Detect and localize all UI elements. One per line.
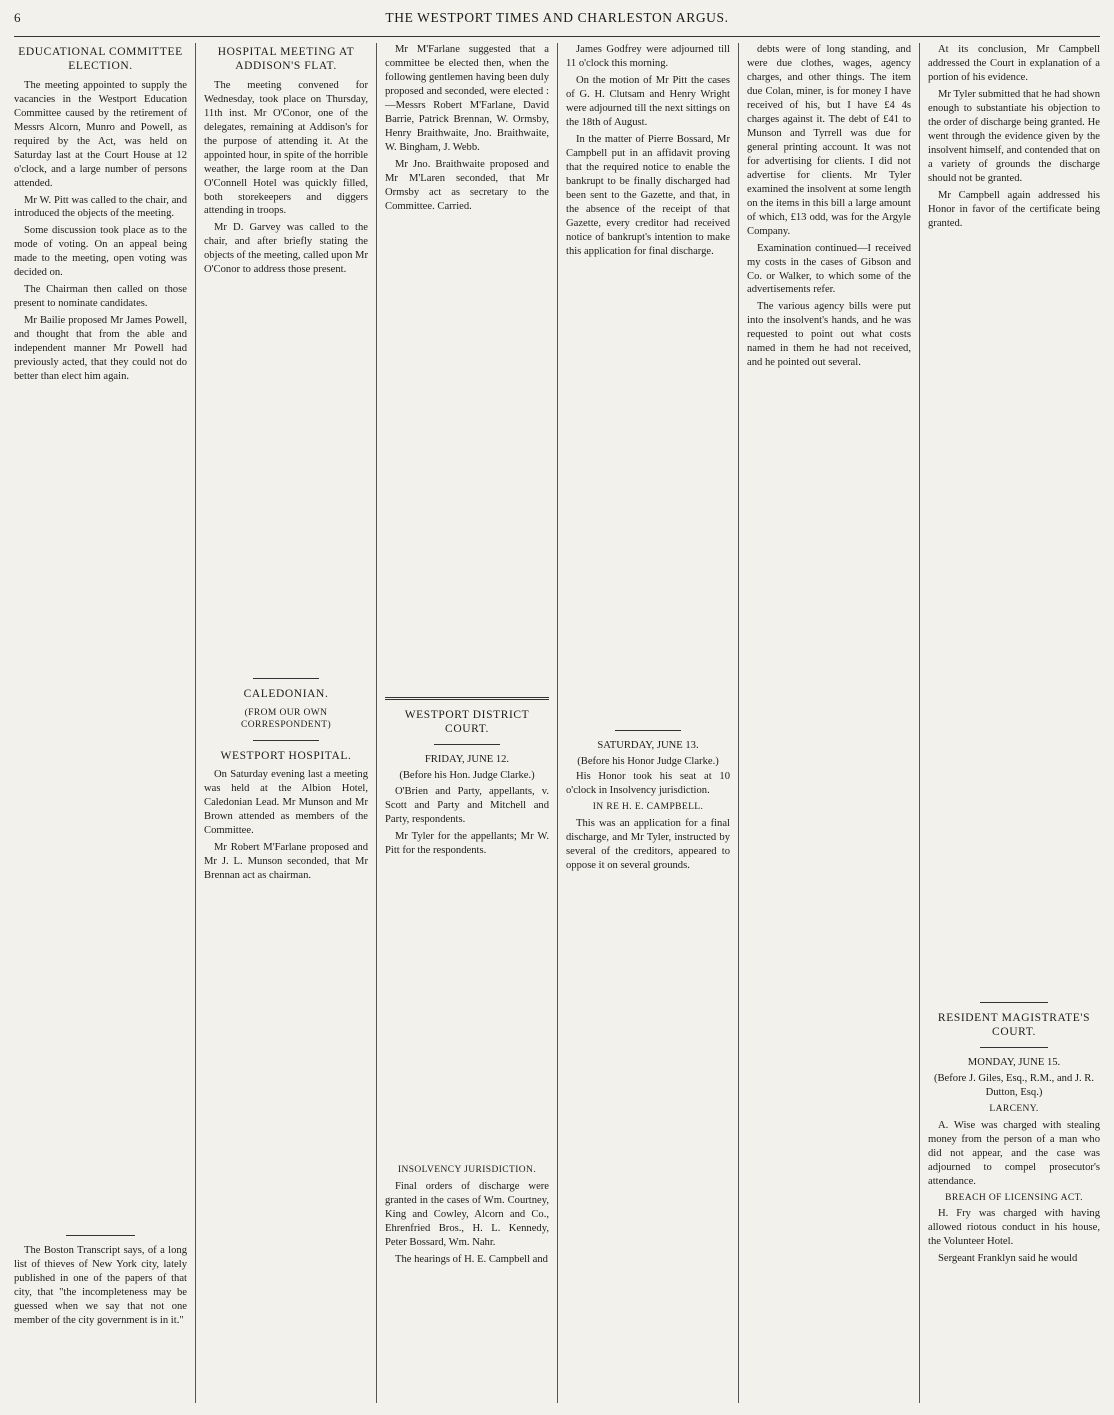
paragraph: Mr M'Farlane suggested that a committee be elected then, when the following gentlemen having been duly proposed and seconded, were elected :—Messrs Robert M'Farlane, David Barrie, Patrick Brennan, W. Ormsby, Henry Braithwaite, Jno. Braithwaite, W. Bingham, J. Webb. xyxy=(385,44,549,153)
article-heading: CALEDONIAN. xyxy=(243,688,329,701)
masthead-rule xyxy=(14,36,1100,37)
paragraph: The meeting convened for Wednesday, took place on Thursday, 11th inst. Mr O'Conor, one of the delegates, remaining at Addison's for the purpose of attending it. At the appointed hour, in spite of the horrible weather, the large room at the Dan O'Connell Hotel was quickly filled, both storekeepers and diggers attending in troops. xyxy=(204,79,368,217)
paragraph: In the matter of Pierre Bossard, Mr Campbell put in an affidavit proving that the required notice to enable the bankrupt to be finally discharged had been sent to the Gazette, and that, in the absence of the receipt of that Gazette, every creditor had received notice of bankrupt's intention to make this application for final discharge. xyxy=(566,133,730,257)
article-heading: WESTPORT HOSPITAL. xyxy=(220,749,352,762)
date-line: FRIDAY, JUNE 12. xyxy=(424,754,510,766)
paragraph: debts were of long standing, and were due clothes, wages, agency charges, and other things. The item due Colan, miner, is for money I have received of his, but I have £4 4s charges against it. The debt of £41 to Munson and Tyrrell was due for general printing account. It was not for advertising for clients. I did not advertise for clients. Mr Tyler examined the insolvent at some length on the items in this bill a large amount of which, £13 odd, was for the Argyle Company. xyxy=(747,44,911,237)
running-head: THE WESTPORT TIMES AND CHARLESTON ARGUS. xyxy=(385,10,729,25)
article-columns xyxy=(14,43,1100,1403)
paragraph: Some discussion took place as to the mode of voting. On an appeal being made to the meeting, open voting was decided on. xyxy=(14,225,187,279)
page-number: 6 xyxy=(14,10,21,25)
paragraph: This was an application for a final discharge, and Mr Tyler, instructed by several of the creditors, appeared to oppose it on several grounds. xyxy=(566,817,730,871)
paragraph: Mr D. Garvey was called to the chair, and after briefly stating the objects of the meeting, called upon Mr O'Conor to address those present. xyxy=(204,222,368,276)
paragraph: The hearings of H. E. Campbell and xyxy=(395,1253,548,1265)
section-divider xyxy=(615,730,681,731)
paragraph: Mr Tyler submitted that he had shown enough to substantiate his objection to the order of discharge being granted. He went through the evidence given by the insolvent himself, and contended that on a variety of grounds the discharge should not be granted. xyxy=(928,88,1100,184)
article-heading: HOSPITAL MEETING AT ADDISON'S FLAT. xyxy=(217,46,355,73)
column-body-continuation xyxy=(566,262,730,722)
paragraph: Mr Jno. Braithwaite proposed and Mr M'Laren seconded, that Mr Ormsby act as secretary to the Committee. Carried. xyxy=(385,158,549,212)
subsection-heading: INSOLVENCY JURISDICTION. xyxy=(397,1165,537,1176)
column-1 xyxy=(14,43,195,1403)
column-6 xyxy=(919,43,1100,1403)
column-body-continuation xyxy=(14,387,187,1227)
column-3 xyxy=(376,43,557,1403)
paragraph: Mr Campbell again addressed his Honor in favor of the certificate being granted. xyxy=(928,189,1100,229)
paragraph: The meeting appointed to supply the vacancies in the Westport Education Committee caused by the retirement of Messrs Alcorn, Munro and Powell, as required by the Act, was held on Saturday last at the Court House at 12 o'clock, and a large number of persons attended. xyxy=(14,79,187,189)
paragraph: James Godfrey were adjourned till 11 o'clock this morning. xyxy=(566,44,730,69)
case-heading: IN RE H. E. CAMPBELL. xyxy=(592,802,704,813)
section-divider xyxy=(385,697,549,700)
paragraph: A. Wise was charged with stealing money from the person of a man who did not appear, and the case was adjourned to compel prosecutor's attendance. xyxy=(928,1119,1100,1187)
paragraph: Mr Bailie proposed Mr James Powell, and thought that from the able and independent manner Mr Powell had previously acted, that they could not do better than elect him again. xyxy=(14,315,187,383)
column-4 xyxy=(557,43,738,1403)
judge-line: (Before J. Giles, Esq., R.M., and J. R. Dutton, Esq.) xyxy=(933,1073,1095,1099)
article-heading: WESTPORT DISTRICT COURT. xyxy=(404,708,530,735)
column-5 xyxy=(738,43,919,1403)
paragraph: The various agency bills were put into the insolvent's hands, and he was requested to point out what costs named in them he had not received, and he pointed out several. xyxy=(747,301,911,369)
section-divider xyxy=(253,740,319,741)
paragraph: On the motion of Mr Pitt the cases of G. H. Clutsam and Henry Wright were adjourned till the next sittings on the 18th of August. xyxy=(566,74,730,128)
case-heading: BREACH OF LICENSING ACT. xyxy=(945,1192,1083,1203)
column-body-continuation xyxy=(385,217,549,687)
paragraph: Mr Robert M'Farlane proposed and Mr J. L. Munson seconded, that Mr Brennan act as chairman. xyxy=(204,841,368,881)
paragraph: Sergeant Franklyn said he would xyxy=(938,1253,1078,1265)
section-divider xyxy=(980,1047,1049,1048)
section-divider xyxy=(253,678,319,679)
article-heading: EDUCATIONAL COMMITTEE ELECTION. xyxy=(18,46,183,73)
paragraph: The Chairman then called on those present to nominate candidates. xyxy=(14,284,187,310)
date-line: MONDAY, JUNE 15. xyxy=(967,1057,1061,1069)
section-divider xyxy=(66,1235,135,1236)
paragraph: Examination continued—I received my costs in the cases of Gibson and Co. or Walker, to which some of the advertisements refer. xyxy=(747,242,911,296)
paragraph: Final orders of discharge were granted in the cases of Wm. Courtney, King and Cowley, Alcorn and Co., Ehrenfried Bros., H. L. Kennedy, Peter Bossard, Wm. Nahr. xyxy=(385,1180,549,1248)
column-body-continuation xyxy=(928,234,1100,994)
paragraph: His Honor took his seat at 10 o'clock in Insolvency jurisdiction. xyxy=(566,771,730,797)
case-heading: LARCENY. xyxy=(989,1104,1039,1115)
judge-line: (Before his Hon. Judge Clarke.) xyxy=(399,770,535,782)
section-divider xyxy=(980,1002,1049,1003)
paragraph: On Saturday evening last a meeting was held at the Albion Hotel, Caledonian Lead. Mr Munson and Mr Brown attended as members of the Committee. xyxy=(204,769,368,836)
article-heading: RESIDENT MAGISTRATE'S COURT. xyxy=(937,1011,1091,1038)
paragraph: O'Brien and Party, appellants, v. Scott and Party and Mitchell and Party, respondents. xyxy=(385,786,549,826)
paragraph: Mr W. Pitt was called to the chair, and introduced the objects of the meeting. xyxy=(14,194,187,220)
column-body-continuation xyxy=(385,861,549,1161)
date-line: SATURDAY, JUNE 13. xyxy=(597,739,699,751)
column-2 xyxy=(195,43,376,1403)
paragraph: The Boston Transcript says, of a long list of thieves of New York city, lately published in one of the papers of that city, that "the incompleteness may be guessed when we say that not one member of the city government is in it." xyxy=(14,1245,187,1326)
paragraph: Mr Tyler for the appellants; Mr W. Pitt for the respondents. xyxy=(385,831,549,857)
section-divider xyxy=(434,744,500,745)
judge-line: (Before his Honor Judge Clarke.) xyxy=(577,755,719,767)
paragraph: H. Fry was charged with having allowed riotous conduct in his house, the Volunteer Hotel. xyxy=(928,1208,1100,1248)
correspondent-line: (FROM OUR OWN CORRESPONDENT) xyxy=(240,707,332,731)
column-body-continuation xyxy=(204,280,368,670)
paragraph: At its conclusion, Mr Campbell addressed the Court in explanation of a portion of his evidence. xyxy=(928,44,1100,83)
masthead xyxy=(14,10,1100,32)
